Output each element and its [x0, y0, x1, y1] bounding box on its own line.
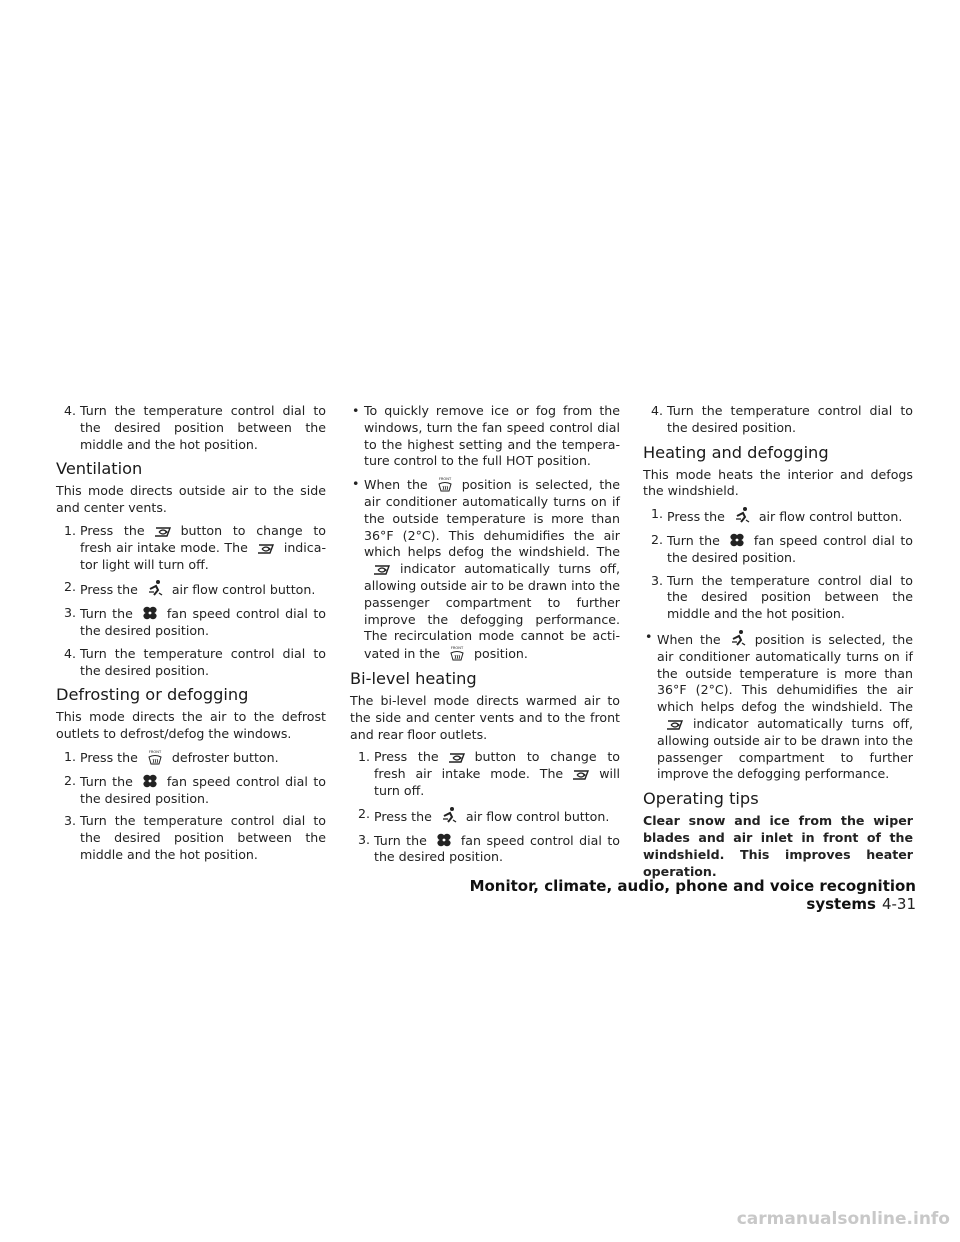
recirculation-icon	[447, 750, 467, 764]
list-item: 3. Turn the fan speed control dial to the desired position.	[358, 831, 620, 865]
fan-icon	[141, 605, 159, 621]
air-flow-icon	[733, 506, 751, 524]
list-item: 3. Turn the temperature control dial to the desired position between the middle and the hot position.	[651, 572, 913, 622]
fan-icon	[435, 832, 453, 848]
fan-icon	[141, 773, 159, 789]
section-heading-ventilation: Ventilation	[56, 459, 143, 479]
paragraph: This mode directs outside air to the side and center vents.	[56, 483, 326, 516]
air-flow-defrost-icon	[729, 629, 747, 647]
recirculation-icon	[372, 562, 392, 576]
list-item: 2. Press the air flow control button.	[64, 579, 316, 598]
section-heading-heating: Heating and defogging	[643, 442, 829, 462]
section-heading-operating-tips: Operating tips	[643, 789, 759, 809]
section-heading-bi-level: Bi-level heating	[350, 668, 477, 688]
list-item: 2. Press the air flow control button.	[358, 805, 610, 824]
watermark: carmanualsonline.info	[736, 1209, 950, 1229]
list-item: 2. Turn the fan speed control dial to the desired position.	[651, 531, 913, 565]
tip-text: Clear snow and ice from the wiper blades and air inlet in front of the windshield. This improves heater operation.	[643, 813, 913, 879]
recirculation-icon	[153, 524, 173, 538]
section-heading-defrost: Defrosting or defogging	[56, 685, 249, 705]
column-2	[350, 403, 620, 872]
bullet-item: • To quickly remove ice or fog from the windows, turn the fan speed control dial to the highest setting and the tempera-ture control to the full HOT position.	[352, 403, 620, 469]
list-item: 4. Turn the temperature control dial to the desired position.	[64, 645, 326, 678]
fan-icon	[728, 532, 746, 548]
bullet-item: • When the position is selected, the air conditioner automatically turns on if the outside temperature is more than 36°F (2°C). This dehumidifies the air which helps defog the windshield. The indicator automatically turns off, allowing outside air to be drawn into the passenger compartment to further improve the defogging performance.	[645, 628, 913, 782]
footer-title: Monitor, climate, audio, phone and voice recognition systems	[469, 877, 916, 913]
list-item: 4. Turn the temperature control dial to the desired position.	[651, 403, 913, 435]
list-item: 1. Press the button to change to fresh air intake mode. The indica-tor light will turn off.	[64, 522, 326, 572]
front-defroster-icon	[146, 749, 164, 765]
page-number: 4-31	[881, 895, 916, 913]
list-item: 4. Turn the temperature control dial to the desired position between the middle and the hot position.	[64, 403, 326, 452]
paragraph: This mode directs the air to the defrost outlets to defrost/defog the windows.	[56, 709, 326, 742]
front-defroster-icon	[436, 476, 454, 492]
column-1	[56, 403, 326, 870]
list-item: 2. Turn the fan speed control dial to the desired position.	[64, 772, 326, 806]
front-defroster-icon	[448, 645, 466, 661]
air-flow-icon	[440, 806, 458, 824]
recirculation-icon	[256, 541, 276, 555]
recirculation-icon	[665, 717, 685, 731]
paragraph: This mode heats the interior and defogs the windshield.	[643, 466, 913, 499]
list-item: 1. Press the defroster button.	[64, 748, 279, 765]
list-item: 1. Press the air flow control button.	[651, 506, 903, 525]
list-item: 3. Turn the temperature control dial to the desired position between the middle and the hot position.	[64, 813, 326, 862]
bullet-item: • When the position is selected, the air conditioner automatically turns on if the outside temperature is more than 36°F (2°C). This dehumidifies the air which helps defog the windshield. The indicator automatically turns off, allowing outside air to be drawn into the passenger compartment to further improve the defogging performance. The recirculation mode cannot be acti-vated in the position.	[352, 476, 620, 662]
air-flow-icon	[146, 579, 164, 597]
paragraph: The bi-level mode directs warmed air to the side and center vents and to the front and rear floor outlets.	[350, 692, 620, 742]
list-item: 1. Press the button to change to fresh air intake mode. The will turn off.	[358, 749, 620, 798]
recirculation-icon	[571, 767, 591, 781]
list-item: 3. Turn the fan speed control dial to the desired position.	[64, 605, 326, 638]
column-3	[643, 403, 913, 880]
page-footer	[436, 877, 916, 913]
